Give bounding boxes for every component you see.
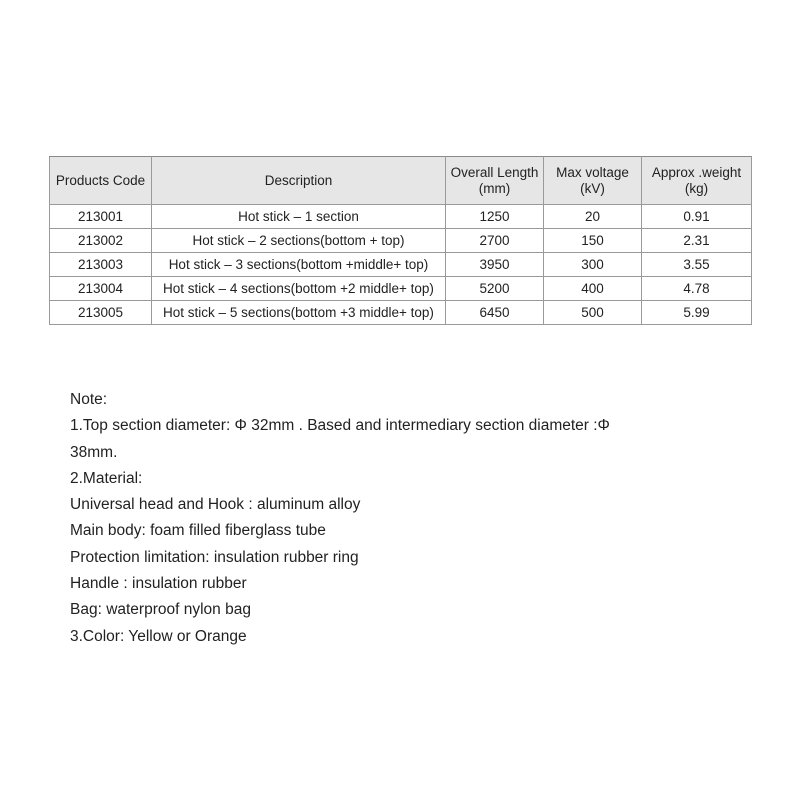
header-text: Max voltage — [556, 164, 629, 180]
table-row — [50, 205, 752, 229]
header-text: Approx .weight — [651, 164, 742, 180]
header-text: (kg) — [684, 180, 709, 196]
header-overall-length — [446, 157, 544, 205]
table-header-row — [50, 157, 752, 205]
header-description — [152, 157, 446, 205]
cell-weight: 0.91 — [642, 205, 752, 229]
cell-product-code: 213005 — [50, 301, 152, 325]
cell-max-voltage: 400 — [544, 277, 642, 301]
cell-overall-length: 2700 — [446, 229, 544, 253]
spec-table — [49, 156, 752, 325]
note-line: 2.Material: — [70, 469, 143, 487]
table-row — [50, 253, 752, 277]
cell-product-code: 213003 — [50, 253, 152, 277]
cell-description: Hot stick – 1 section — [152, 205, 446, 229]
cell-description: Hot stick – 4 sections(bottom +2 middle+ top) — [152, 277, 446, 301]
notes-section — [70, 387, 750, 650]
note-line: Handle : insulation rubber — [70, 575, 247, 593]
cell-description: Hot stick – 2 sections(bottom + top) — [152, 229, 446, 253]
header-text: Code — [112, 172, 146, 188]
note-line: 38mm. — [70, 443, 118, 461]
notes-heading: Note: — [70, 391, 108, 408]
header-text: Overall — [450, 164, 494, 180]
header-approx-weight — [642, 157, 752, 205]
header-text: Products — [55, 172, 110, 188]
cell-overall-length: 5200 — [446, 277, 544, 301]
header-text: (mm) — [478, 180, 511, 196]
cell-weight: 5.99 — [642, 301, 752, 325]
table-row — [50, 301, 752, 325]
cell-overall-length: 6450 — [446, 301, 544, 325]
cell-max-voltage: 20 — [544, 205, 642, 229]
note-line: 1.Top section diameter: Φ 32mm . Based and intermediary section diameter :Φ — [70, 417, 610, 435]
cell-product-code: 213001 — [50, 205, 152, 229]
cell-max-voltage: 300 — [544, 253, 642, 277]
table-row — [50, 229, 752, 253]
note-line: Main body: foam filled fiberglass tube — [70, 522, 326, 540]
header-text: (kV) — [580, 180, 605, 196]
header-text: Length — [497, 164, 539, 180]
note-line: 3.Color: Yellow or Orange — [70, 627, 247, 645]
header-max-voltage — [544, 157, 642, 205]
note-line: Universal head and Hook : aluminum alloy — [70, 496, 361, 514]
note-line: Protection limitation: insulation rubber ring — [70, 548, 359, 566]
header-products-code — [50, 157, 152, 205]
cell-description: Hot stick – 3 sections(bottom +middle+ top) — [152, 253, 446, 277]
header-text: Description — [264, 172, 333, 188]
note-line: Bag: waterproof nylon bag — [70, 601, 251, 619]
cell-overall-length: 3950 — [446, 253, 544, 277]
cell-description: Hot stick – 5 sections(bottom +3 middle+ top) — [152, 301, 446, 325]
cell-product-code: 213004 — [50, 277, 152, 301]
cell-overall-length: 1250 — [446, 205, 544, 229]
table-row — [50, 277, 752, 301]
cell-weight: 3.55 — [642, 253, 752, 277]
cell-product-code: 213002 — [50, 229, 152, 253]
cell-weight: 2.31 — [642, 229, 752, 253]
cell-weight: 4.78 — [642, 277, 752, 301]
cell-max-voltage: 150 — [544, 229, 642, 253]
cell-max-voltage: 500 — [544, 301, 642, 325]
